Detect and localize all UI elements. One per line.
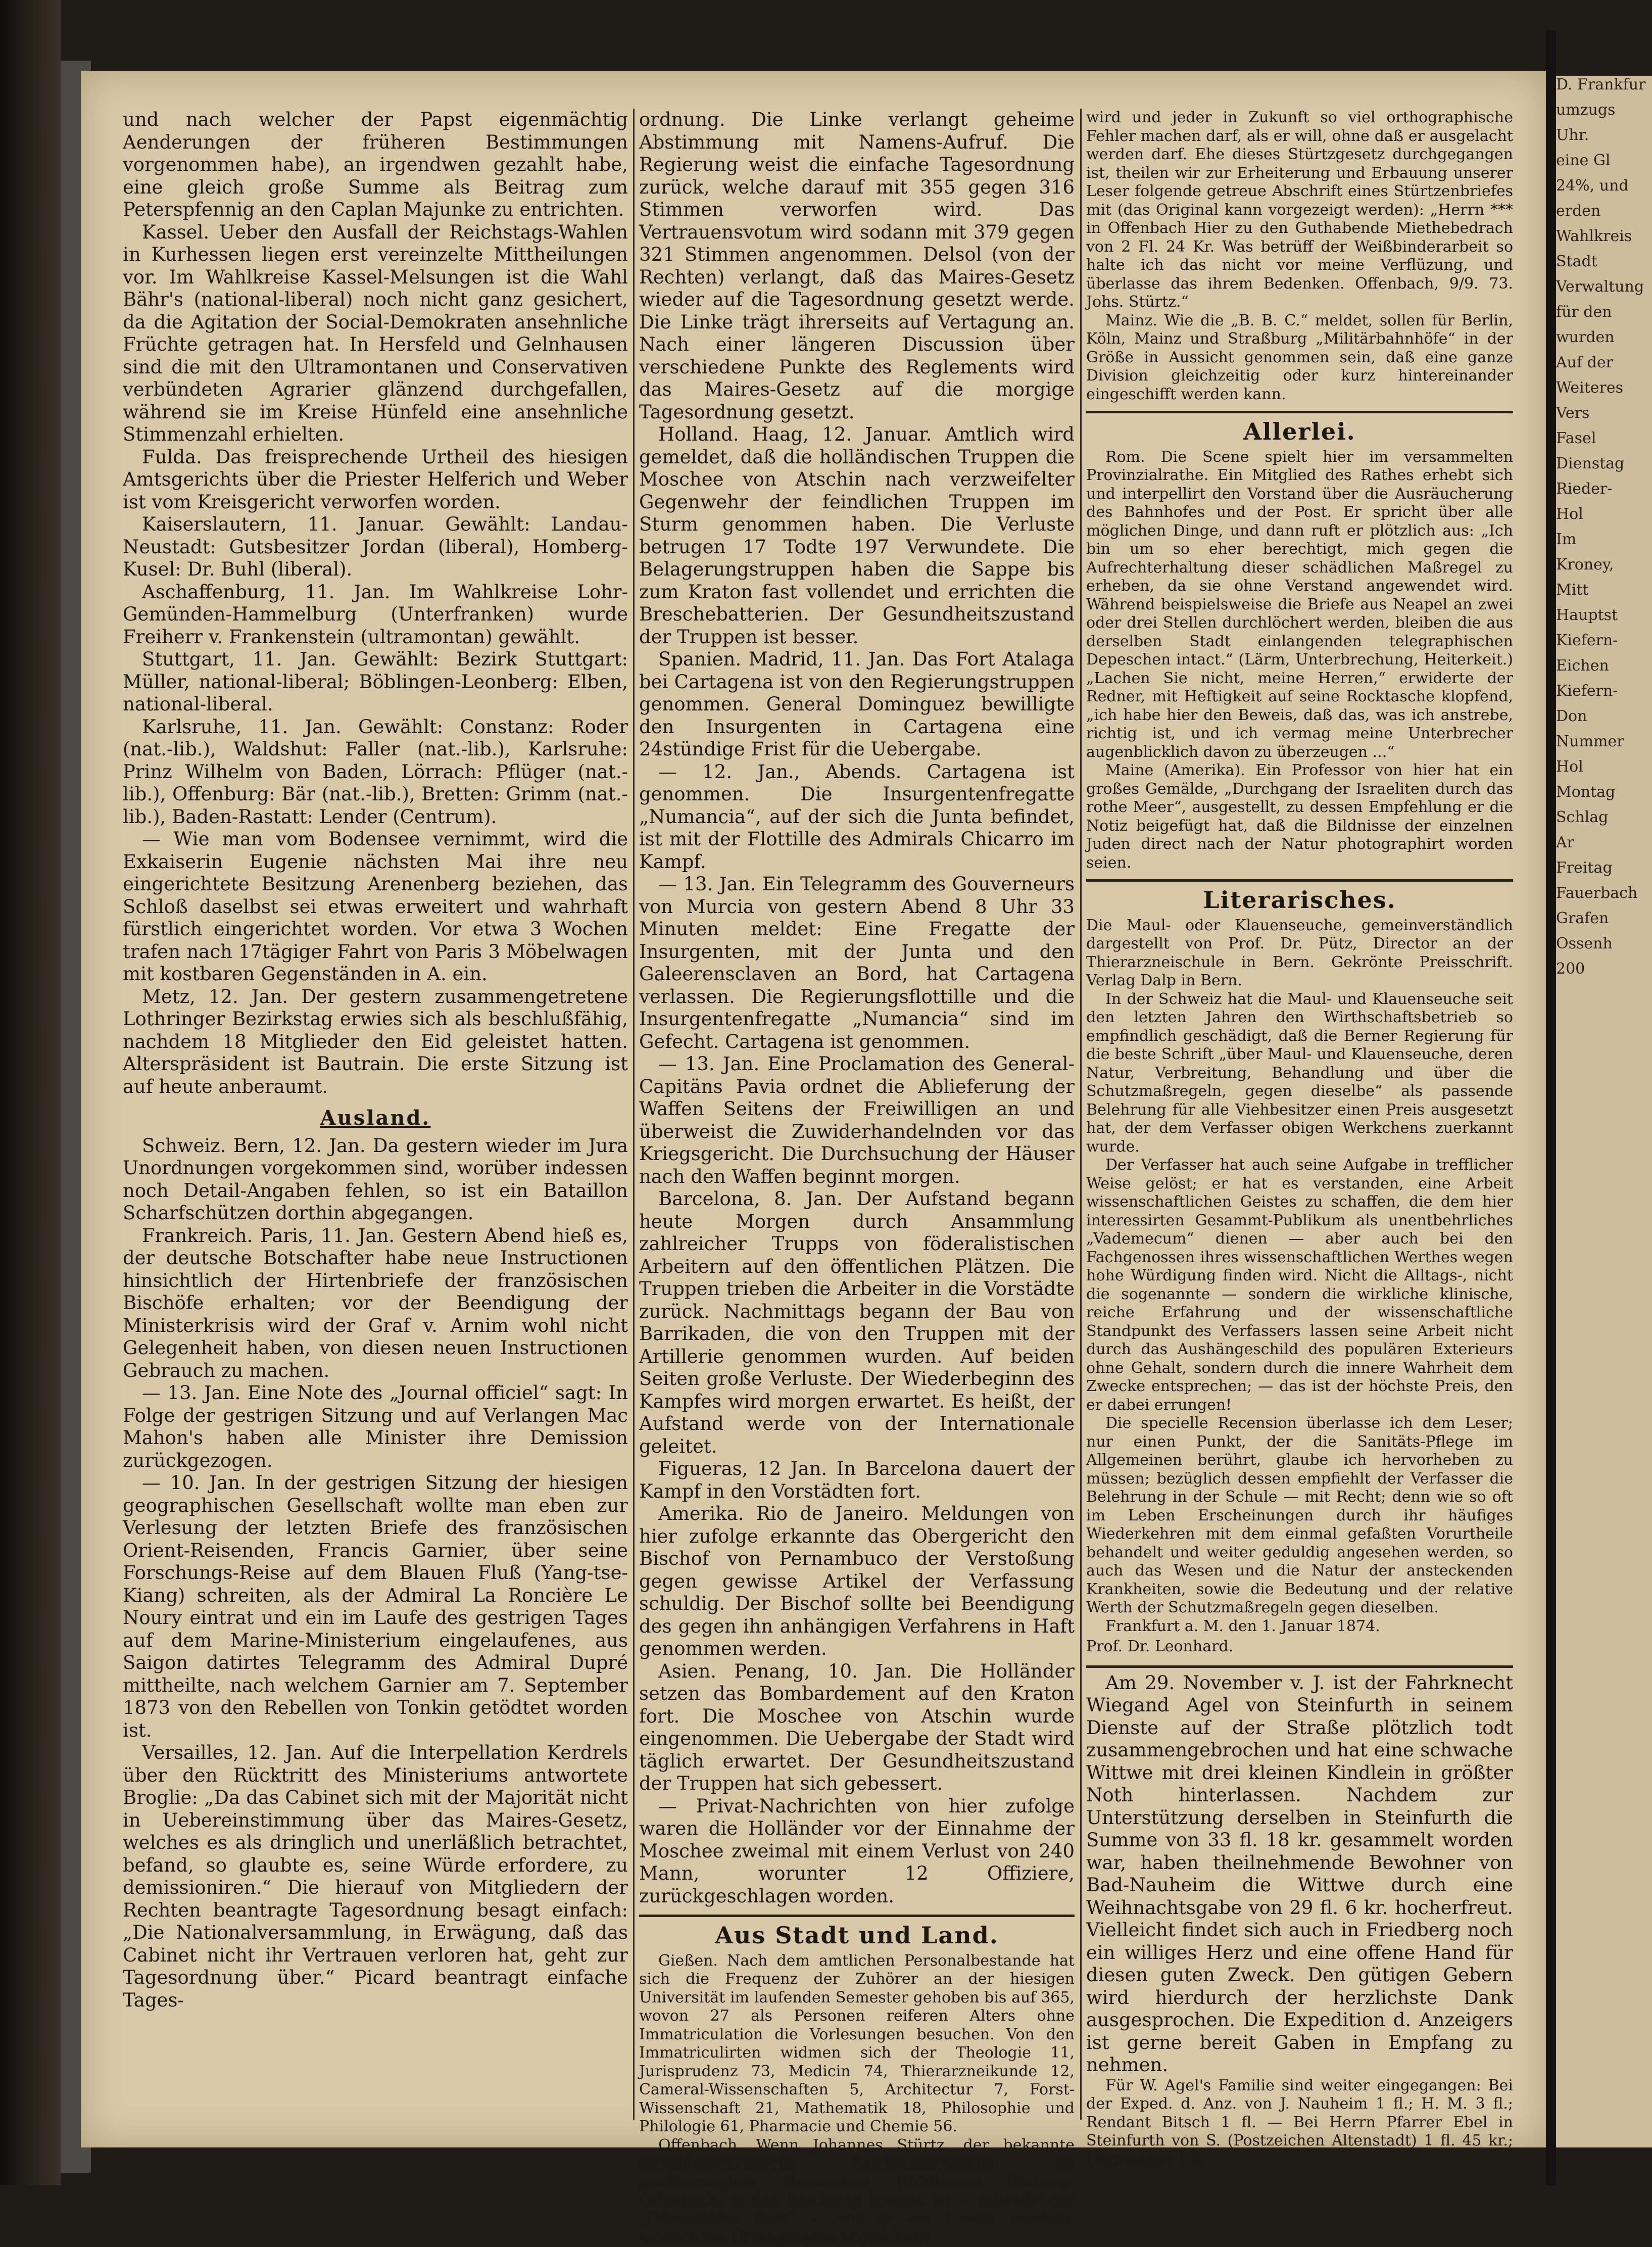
- fragment-line: Don: [1556, 707, 1587, 725]
- article-paragraph: Karlsruhe, 11. Jan. Gewählt: Constanz: Roder (nat.-lib.), Waldshut: Faller (nat.-lib.), Karlsruhe: Prinz Wilhelm von Baden, Lörrach: Pflüger (nat.-lib.), Offenburg: Bär (nat.-lib.), Bretten: Grimm (nat.-lib.), Baden-Rastatt: Lender (Centrum).: [123, 715, 628, 828]
- fragment-line: Nummer: [1556, 733, 1624, 750]
- article-paragraph: — 13. Jan. Ein Telegramm des Gouverneurs von Murcia von gestern Abend 8 Uhr 33 Minuten meldet: Eine Fregatte der Insurgenten, mit der Junta und den Galeerensclaven an Bord, hat Cartagena verlassen. Die Regierungsflottille und die Insurgentenfregatte „Numancia“ sind im Gefecht. Cartagena ist genommen.: [639, 873, 1075, 1053]
- fragment-line: Hauptst: [1556, 606, 1618, 624]
- fragment-line: Verwaltung: [1556, 278, 1644, 296]
- fragment-line: wurden: [1556, 328, 1615, 346]
- page-gutter: [1546, 30, 1556, 2185]
- fragment-line: Im: [1556, 531, 1577, 548]
- fragment-line: Hol: [1556, 758, 1583, 776]
- fragment-line: Dienstag: [1556, 455, 1625, 472]
- article-paragraph: — 10. Jan. In der gestrigen Sitzung der hiesigen geographischen Gesellschaft wollte man eben zur Verlesung der letzten Briefe des französischen Orient-Reisenden, Francis Garnier, über seine Forschungs-Reise auf dem Blauen Fluß (Yang-tse-Kiang) schreiten, als der Admiral La Roncière Le Noury eintrat und ein im Laufe des gestrigen Tages auf dem Marine-Ministerium eingelaufenes, aus Saigon datirtes Telegramm des Admiral Dupré mittheilte, nach welchem Garnier am 7. September 1873 von den Rebellen von Tonkin getödtet worden ist.: [123, 1472, 628, 1741]
- column-2: [639, 109, 1075, 2247]
- article-paragraph: In der Schweiz hat die Maul- und Klauenseuche seit den letzten Jahren den Wirthschaftsbetrieb so empfindlich geschädigt, daß die Berner Regierung für die beste Schrift „über Maul- und Klauenseuche, deren Natur, Verbreitung, Behandlung und über die Schutzmaßregeln, gegen dieselbe“ als passende Belehrung für alle Viehbesitzer einen Preis ausgesetzt hat, der dem Verfasser obigen Werkchens zuerkannt wurde.: [1086, 990, 1513, 1156]
- article-paragraph: Gießen. Nach dem amtlichen Personalbestande hat sich die Frequenz der Zuhörer an der hiesigen Universität im laufenden Semester gehoben bis auf 365, wovon 27 als Personen reiferen Alters ohne Immatriculation die Vorlesungen besuchen. Von den Immatriculirten widmen sich der Theologie 11, Jurisprudenz 73, Medicin 74, Thierarzneikunde 12, Cameral-Wissenschaften 5, Architectur 7, Forst-Wissenschaft 21, Mathematik 18, Philosophie und Philologie 61, Pharmacie und Chemie 56.: [639, 1951, 1075, 2135]
- fragment-line: 200: [1556, 960, 1585, 978]
- dateline: Frankfurt a. M. den 1. Januar 1874.: [1105, 1617, 1380, 1635]
- fragment-line: Schlag: [1556, 808, 1609, 826]
- fragment-line: Fasel: [1556, 429, 1596, 447]
- article-paragraph: Für W. Agel's Familie sind weiter eingegangen: Bei der Exped. d. Anz. von J. Nauheim 1 fl.; H. M. 3 fl.; Rendant Bitsch 1 fl. — Bei Herrn Pfarrer Ebel in Steinfurth von S. (Postzeichen Altenstadt) 1 fl. 45 kr.; Ungenannt 1 fl.: [1086, 2076, 1513, 2168]
- fragment-line: Eichen: [1556, 657, 1609, 675]
- fragment-line: Wahlkreis: [1556, 227, 1632, 245]
- article-paragraph: Die specielle Recension überlasse ich dem Leser; nur einen Punkt, der die Sanitäts-Pflege im Allgemeinen berührt, glaube ich hervorheben zu müssen; bezüglich dessen empfiehlt der Verfasser die Belehrung in der Schule — mit Recht; denn wie so oft im Leben Erscheinungen durch ihr häufiges Wiederkehren mit dem einmal gefaßten Vorurtheile behandelt und weiter geduldig angesehen werden, so auch das Wesen und die Natur der ansteckenden Krankheiten, sowie die Bedeutung und der relative Werth der Schutzmaßregeln gegen dieselben.: [1086, 1414, 1513, 1616]
- section-heading-ausland: Ausland.: [320, 1106, 431, 1130]
- fragment-line: Auf der: [1556, 354, 1613, 371]
- article-paragraph: Figueras, 12 Jan. In Barcelona dauert der Kampf in den Vorstädten fort.: [639, 1458, 1075, 1502]
- article-paragraph: Stuttgart, 11. Jan. Gewählt: Bezirk Stuttgart: Müller, national-liberal; Böblingen-Leonberg: Elben, national-liberal.: [123, 648, 628, 715]
- fragment-line: Hol: [1556, 505, 1583, 523]
- article-paragraph: Rom. Die Scene spielt hier im versammelten Provinzialrathe. Ein Mitglied des Rathes erhebt sich und interpellirt den Vorstand über die Ausräucherung des Bahnhofes und der Post. Er spricht über alle möglichen Dinge, und dann ruft er plötzlich aus: „Ich bin um so eher berechtigt, mich gegen die Aufrechterhaltung dieser schädlichen Maßregel zu erheben, da sie ohne Verstand angewendet wird. Während beispielsweise die Briefe aus Neapel an zwei oder drei Stellen durchlöchert werden, bleiben die aus derselben Stadt einlangenden telegraphischen Depeschen intact.“ (Lärm, Unterbrechung, Heiterkeit.) „Lachen Sie nicht, meine Herren,“ erwiderte der Redner, mit Heftigkeit auf seine Rocktasche klopfend, „ich habe hier den Beweis, daß das, was ich anstrebe, richtig ist, und ich vermag meine Unterbrecher augenblicklich davon zu überzeugen ...“: [1086, 448, 1513, 761]
- section-heading-literarisches: Literarisches.: [1203, 886, 1396, 914]
- article-paragraph: Schweiz. Bern, 12. Jan. Da gestern wieder im Jura Unordnungen vorgekommen sind, worüber indessen noch Detail-Angaben fehlen, so ist ein Bataillon Scharfschützen dorthin abgegangen.: [123, 1134, 628, 1224]
- article-paragraph: Offenbach. Wenn Johannes Stürtz, der bekannte socialdemokratische Reichstagscandidat im großherzoglich Hessischen Wahlkreise Dieburg-Offenbach, in den Reichstag kommt, so — schreibt der „Odenwälder Bote“ — will er ein Gesetz machen, wonach die Orthographie abgeschafft: [639, 2136, 1075, 2246]
- section-divider: [1086, 1665, 1513, 1668]
- fragment-line: Uhr.: [1556, 126, 1589, 144]
- fragment-line: Vers: [1556, 404, 1590, 422]
- section-divider: [639, 1915, 1075, 1917]
- column-rule: [633, 109, 635, 2120]
- article-paragraph: Fulda. Das freisprechende Urtheil des hiesigen Amtsgerichts über die Priester Helferich und Weber ist vom Kreisgericht verworfen worden.: [123, 446, 628, 513]
- fragment-line: Mitt: [1556, 581, 1589, 599]
- article-paragraph: — Wie man vom Bodensee vernimmt, wird die Exkaiserin Eugenie nächsten Mai ihre neu eingerichtete Besitzung Arenenberg beziehen, das Schloß daselbst sei etwas erweitert und wahrhaft fürstlich eingerichtet worden. Vor etwa 3 Wochen trafen nach 17tägiger Fahrt von Paris 3 Möbelwagen mit kostbaren Gegenständen in A. ein.: [123, 828, 628, 985]
- fragment-line: Kiefern-: [1556, 632, 1618, 649]
- article-paragraph: Am 29. November v. J. ist der Fahrknecht Wiegand Agel von Steinfurth in seinem Dienste auf der Straße plötzlich todt zusammengebrochen und hat eine schwache Wittwe mit drei kleinen Kindlein in größter Noth hinterlassen. Nachdem zur Unterstützung derselben in Steinfurth die Summe von 33 fl. 18 kr. gesammelt worden war, haben theilnehmende Bewohner von Bad-Nauheim die Wittwe durch eine Weihnachtsgabe von 29 fl. 6 kr. hocherfreut. Vielleicht findet sich auch in Friedberg noch ein williges Herz und eine offene Hand für diesen guten Zweck. Den gütigen Gebern wird hierdurch der herzlichste Dank ausgesprochen. Die Expedition d. Anzeigers ist gerne bereit Gaben in Empfang zu nehmen.: [1086, 1671, 1513, 2076]
- article-paragraph: Barcelona, 8. Jan. Der Aufstand begann heute Morgen durch Ansammlung zahlreicher Trupps von föderalistischen Arbeitern auf den öffentlichen Plätzen. Die Truppen trieben die Arbeiter in die Vorstädte zurück. Nachmittags begann der Bau von Barrikaden, die von den Truppen mit der Artillerie genommen wurden. Auf beiden Seiten große Verluste. Der Wiederbeginn des Kampfes wird morgen erwartet. Es heißt, der Aufstand werde von der Internationale geleitet.: [639, 1188, 1075, 1457]
- article-paragraph: Kaiserslautern, 11. Januar. Gewählt: Landau-Neustadt: Gutsbesitzer Jordan (liberal), Homberg-Kusel: Dr. Buhl (liberal).: [123, 513, 628, 580]
- article-paragraph: Die Maul- oder Klauenseuche, gemeinverständlich dargestellt von Prof. Dr. Pütz, Director an der Thierarzneischule in Bern. Gekrönte Preisschrift. Verlag Dalp in Bern.: [1086, 916, 1513, 989]
- article-paragraph: Mainz. Wie die „B. B. C.“ meldet, sollen für Berlin, Köln, Mainz und Straßburg „Militärbahnhöfe“ in der Größe in Aussicht genommen sein, daß eine ganze Division gleichzeitig oder kurz hintereinander eingeschifft werden kann.: [1086, 311, 1513, 403]
- column-1: [123, 109, 628, 2012]
- book-spine: [0, 0, 61, 2185]
- section-divider: [1086, 879, 1513, 882]
- fragment-line: Ar: [1556, 834, 1575, 851]
- author-signature: Prof. Dr. Leonhard.: [1086, 1638, 1234, 1655]
- article-paragraph: Frankreich. Paris, 11. Jan. Gestern Abend hieß es, der deutsche Botschafter habe neue Instructionen hinsichtlich der Hirtenbriefe der französischen Bischöfe erhalten; vor der Beendigung der Ministerkrisis wird der Graf v. Arnim wohl nicht Gelegenheit haben, von diesen neuen Instructionen Gebrauch zu machen.: [123, 1224, 628, 1381]
- article-paragraph: Versailles, 12. Jan. Auf die Interpellation Kerdrels über den Rücktritt des Ministeriums antwortete Broglie: „Da das Cabinet sich mit der Majorität nicht in Uebereinstimmung über das Maires-Gesetz, welches es als dringlich und unerläßlich betrachtet, befand, so glaubte es, seine Würde erfordere, zu demissioniren.“ Die hierauf von Mitgliedern der Rechten beantragte Tagesordnung besagt einfach: „Die Nationalversammlung, in Erwägung, daß das Cabinet nicht ihr Vertrauen verloren hat, geht zur Tagesordnung über.“ Picard beantragt einfache Tages-: [123, 1742, 628, 2011]
- fragment-line: Kiefern-: [1556, 682, 1618, 700]
- fragment-line: 24%, und: [1556, 177, 1629, 195]
- section-heading-stadt-und-land: Aus Stadt und Land.: [715, 1922, 999, 1949]
- article-paragraph: Aschaffenburg, 11. Jan. Im Wahlkreise Lohr-Gemünden-Hammelburg (Unterfranken) wurde Freiherr v. Frankenstein (ultramontan) gewählt.: [123, 581, 628, 648]
- fragment-line: Weiteres: [1556, 379, 1624, 397]
- article-paragraph: und nach welcher der Papst eigenmächtig Aenderungen der früheren Bestimmungen vorgenommen habe), an irgendwen gezahlt habe, eine gleich große Summe als Beitrag zum Peterspfennig an den Caplan Majunke zu entrichten.: [123, 109, 628, 220]
- section-divider: [1086, 411, 1513, 413]
- article-paragraph: Metz, 12. Jan. Der gestern zusammengetretene Lothringer Bezirkstag erwies sich als beschlußfähig, nachdem 18 Mitglieder den Eid geleistet hatten. Alterspräsident ist Bautrain. Die erste Sitzung ist auf heute anberaumt.: [123, 985, 628, 1097]
- fragment-line: Freitag: [1556, 859, 1613, 877]
- fragment-line: umzugs: [1556, 101, 1616, 119]
- fragment-line: Montag: [1556, 783, 1616, 801]
- article-paragraph: Holland. Haag, 12. Januar. Amtlich wird gemeldet, daß die holländischen Truppen die Moschee von Atschin nach verzweifelter Gegenwehr der feindlichen Truppen im Sturm genommen haben. Die Verluste betrugen 17 Todte 197 Verwundete. Die Belagerungstruppen haben die Sappe bis zum Kraton fast vollendet und errichten die Breschebatterien. Der Gesundheitszustand der Truppen ist besser.: [639, 423, 1075, 648]
- article-paragraph: wird und jeder in Zukunft so viel orthographische Fehler machen darf, als er will, ohne daß er ausgelacht werden darf. Ehe dieses Stürtzgesetz durchgegangen ist, theilen wir zur Erheiterung und Erbauung unserer Leser folgende getreue Abschrift eines Stürtzenbriefes mit (das Original kann vorgezeigt werden): „Herrn *** in Offenbach Hier zu den Guthabende Miethebedrach von 2 Fl. 24 Kr. Was betrüff der Weißbinderarbeit so halte ich das nicht vor meine Verflüzung, und überlasse das ihrem Bedenken. Offenbach, 9/9. 73. Johs. Stürtz.“: [1086, 109, 1513, 311]
- article-paragraph: — 13. Jan. Eine Proclamation des General-Capitäns Pavia ordnet die Ablieferung der Waffen Seitens der Freiwilligen an und überweist die Zuwiderhandelnden vor das Kriegsgericht. Die Durchsuchung der Häuser nach den Waffen beginnt morgen.: [639, 1053, 1075, 1187]
- section-heading-allerlei: Allerlei.: [1243, 418, 1356, 445]
- article-paragraph: Asien. Penang, 10. Jan. Die Holländer setzen das Bombardement auf den Kraton fort. Die Moschee von Atschin wurde eingenommen. Die Uebergabe der Stadt wird täglich erwartet. Der Gesundheitszustand der Truppen hat sich gebessert.: [639, 1660, 1075, 1794]
- fragment-line: Kroney,: [1556, 556, 1614, 573]
- article-paragraph: Amerika. Rio de Janeiro. Meldungen von hier zufolge erkannte das Obergericht den Bischof von Pernambuco der Verstoßung gegen gewisse Artikel der Verfassung schuldig. Der Bischof sollte bei Beendigung des gegen ihn anhängigen Verfahrens in Haft genommen werden.: [639, 1503, 1075, 1659]
- article-paragraph: Maine (Amerika). Ein Professor von hier hat ein großes Gemälde, „Durchgang der Israeliten durch das rothe Meer“, ausgestellt, zu dessen Empfehlung er die Notiz beigefügt hat, daß die Bildnisse der einzelnen Juden direct nach der Natur photographirt worden seien.: [1086, 761, 1513, 872]
- fragment-line: Rieder-: [1556, 480, 1613, 498]
- article-paragraph: — 13. Jan. Eine Note des „Journal officiel“ sagt: In Folge der gestrigen Sitzung und auf Verlangen Mac Mahon's haben alle Minister ihre Demission zurückgezogen.: [123, 1382, 628, 1471]
- fragment-line: Grafen: [1556, 910, 1609, 927]
- fragment-line: eine Gl: [1556, 152, 1611, 169]
- article-paragraph: Der Verfasser hat auch seine Aufgabe in trefflicher Weise gelöst; er hat es verstanden, eine Arbeit wissenschaftlichen Geistes zu schaffen, die dem hier interessirten Gesammt-Publikum als unentbehrliches „Vademecum“ dienen — aber auch bei den Fachgenossen ihres wissenschaftlichen Werthes wegen hohe Würdigung finden wird. Nicht die Alltags-, nicht die sogenannte — sondern die wirkliche klinische, reiche Erfahrung und der wissenschaftliche Standpunkt des Verfassers lassen seine Arbeit nicht durch das Aushängeschild des populären Exterieurs ohne Gehalt, sondern durch die innere Wahrheit dem Zwecke entsprechen; — das ist der höchste Preis, den er dabei errungen!: [1086, 1156, 1513, 1414]
- article-paragraph: — 12. Jan., Abends. Cartagena ist genommen. Die Insurgentenfregatte „Numancia“, auf der sich die Junta befindet, ist mit der Flottille des Admirals Chicarro im Kampf.: [639, 760, 1075, 873]
- fragment-line: für den: [1556, 303, 1612, 321]
- fragment-line: Ossenh: [1556, 935, 1613, 952]
- article-paragraph: ordnung. Die Linke verlangt geheime Abstimmung mit Namens-Aufruf. Die Regierung weist die einfache Tagesordnung zurück, welche darauf mit 355 gegen 316 Stimmen verworfen wird. Das Vertrauensvotum wird sodann mit 379 gegen 321 Stimmen angenommen. Delsol (von der Rechten) verlangt, daß das Maires-Gesetz wieder auf die Tagesordnung gesetzt werde. Die Linke trägt ihrerseits auf Vertagung an. Nach einer längeren Discussion über verschiedene Punkte des Reglements wird das Maires-Gesetz auf die morgige Tagesordnung gesetzt.: [639, 109, 1075, 423]
- fragment-line: Stadt: [1556, 253, 1597, 270]
- column-3: [1086, 109, 1513, 2169]
- fragment-line: erden: [1556, 202, 1601, 220]
- article-paragraph: — Privat-Nachrichten von hier zufolge waren die Holländer vor der Einnahme der Moschee zweimal mit einem Verlust von 240 Mann, worunter 12 Offiziere, zurückgeschlagen worden.: [639, 1795, 1075, 1907]
- fragment-line: Fauerbach: [1556, 884, 1638, 902]
- adjacent-page-fragment: [1556, 76, 1652, 2147]
- article-paragraph: Spanien. Madrid, 11. Jan. Das Fort Atalaga bei Cartagena ist von den Regierungstruppen genommen. General Dominguez bewilligte den Insurgenten in Cartagena eine 24stündige Frist für die Uebergabe.: [639, 648, 1075, 760]
- article-paragraph: Kassel. Ueber den Ausfall der Reichstags-Wahlen in Kurhessen liegen erst vereinzelte Mittheilungen vor. Im Wahlkreise Kassel-Melsungen ist die Wahl Bähr's (national-liberal) noch nicht ganz gesichert, da die Agitation der Social-Demokraten ansehnliche Früchte getragen hat. In Hersfeld und Gelnhausen sind die mit den Ultramontanen und Conservativen verbündeten Agrarier glänzend durchgefallen, während sie im Kreise Hünfeld eine ansehnliche Stimmenzahl erhielten.: [123, 221, 628, 445]
- column-rule: [1080, 109, 1082, 2120]
- fragment-line: D. Frankfur: [1556, 76, 1646, 93]
